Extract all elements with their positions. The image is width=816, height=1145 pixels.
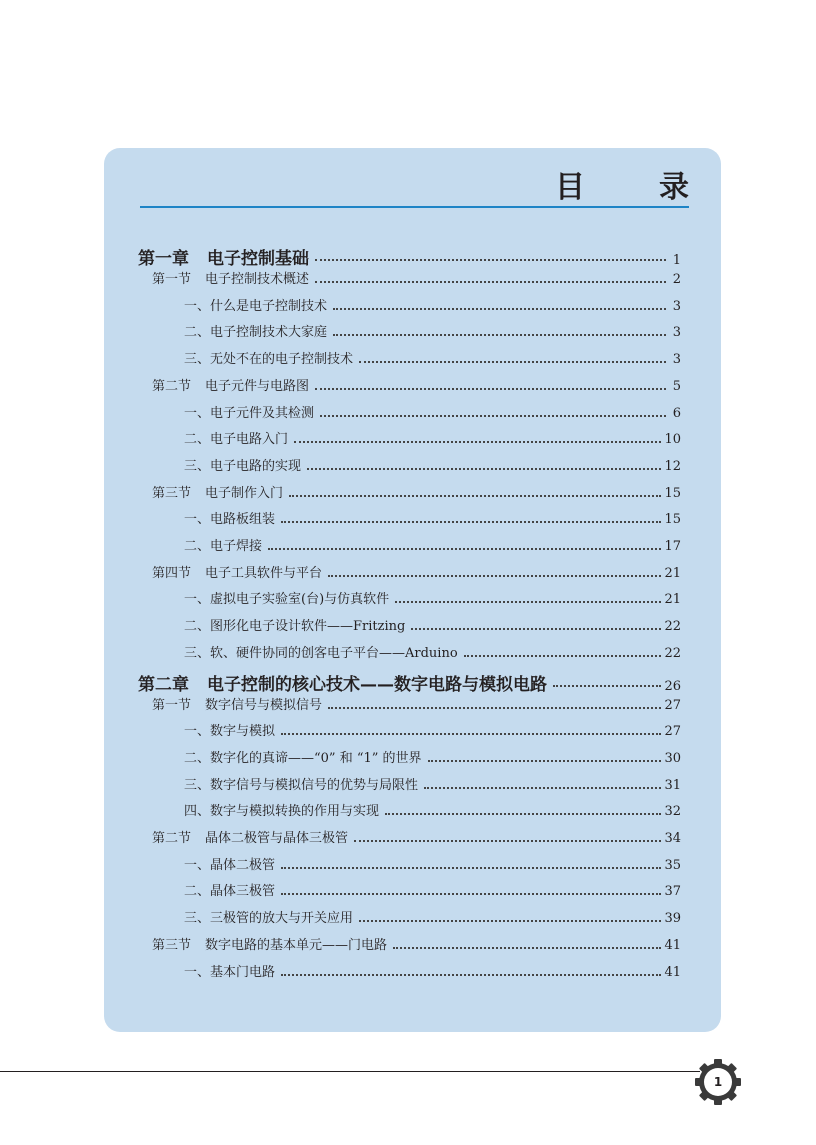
section-entry-page: 5 [672,378,681,394]
item-entry-page: 21 [664,592,681,608]
item-entry-label: 一、基本门电路 [184,964,276,980]
item-entry [184,535,681,555]
section-entry-number: 第一节 [152,697,192,713]
item-entry-label: 二、晶体三极管 [184,884,276,900]
item-entry [184,747,681,767]
section-entry [152,934,681,954]
item-entry-label: 二、电子焊接 [184,539,263,554]
item-entry [184,800,681,820]
section-entry [152,694,681,714]
dot-leader [428,760,662,762]
dot-leader [315,388,666,390]
item-entry-page: 15 [664,512,681,528]
dot-leader [385,813,661,815]
item-entry-page: 3 [672,352,681,368]
item-entry [184,615,681,635]
dot-leader [424,787,661,789]
section-entry-number: 第二节 [152,831,192,846]
item-entry-label: 三、电子电路的实现 [184,458,302,474]
section-entry-number: 第三节 [152,937,192,953]
section-entry [152,268,681,288]
chapter-entry [138,244,681,268]
dot-leader [333,334,666,336]
item-entry-page: 41 [664,964,681,980]
item-entry-page: 6 [672,405,681,421]
item-entry [184,295,681,315]
chapter-entry-number: 第二章 [138,674,189,695]
chapter-entry-label: 电子控制的核心技术——数字电路与模拟电路 [207,674,547,695]
title-divider [140,206,689,208]
section-entry-number: 第一节 [152,272,192,287]
item-entry [184,880,681,900]
dot-leader [281,733,661,735]
section-entry-page: 21 [664,565,681,581]
section-entry-label: 电子元件与电路图 [205,378,310,394]
section-entry-number: 第二节 [152,378,192,394]
dot-leader [315,281,666,283]
item-entry-label: 二、图形化电子设计软件——Fritzing [184,619,406,635]
footer-divider [0,1071,700,1072]
item-entry [184,428,681,448]
item-entry-label: 二、数字化的真谛——“0” 和 “1” 的世界 [184,750,422,766]
item-entry-page: 35 [664,857,681,873]
section-entry [152,827,681,847]
dot-leader [328,575,661,577]
item-entry [184,588,681,608]
item-entry-page: 32 [664,804,681,820]
item-entry [184,455,681,475]
chapter-entry [138,670,681,694]
item-entry [184,907,681,927]
item-entry [184,348,681,368]
dot-leader [281,974,661,976]
item-entry-label: 一、数字与模拟 [184,724,276,740]
item-entry [184,720,681,740]
dot-leader [333,308,666,310]
dot-leader [359,361,666,363]
item-entry-label: 一、晶体二极管 [184,857,276,873]
chapter-entry-page: 1 [672,253,681,268]
section-entry [152,375,681,395]
section-entry-label: 数字电路的基本单元——门电路 [205,937,388,953]
section-entry-page: 41 [664,937,681,953]
item-entry-page: 22 [664,645,681,661]
section-entry-label: 电子控制技术概述 [205,272,310,287]
item-entry-label: 一、虚拟电子实验室(台)与仿真软件 [184,592,390,608]
toc-panel [104,148,721,1032]
dot-leader [307,468,661,470]
item-entry-page: 3 [672,298,681,314]
section-entry-page: 27 [664,697,681,713]
dot-leader [395,601,661,603]
item-entry [184,642,681,662]
item-entry-label: 二、电子电路入门 [184,432,289,448]
dot-leader [294,441,661,443]
section-entry-page: 2 [672,272,681,287]
item-entry-page: 31 [664,777,681,793]
item-entry-page: 37 [664,884,681,900]
dot-leader [411,628,661,630]
chapter-entry-number: 第一章 [138,249,189,269]
section-entry [152,562,681,582]
item-entry-label: 三、数字信号与模拟信号的优势与局限性 [184,777,419,793]
section-entry [152,482,681,502]
item-entry-label: 三、无处不在的电子控制技术 [184,352,354,368]
item-entry-page: 39 [664,911,681,927]
item-entry-label: 二、电子控制技术大家庭 [184,325,328,341]
dot-leader [268,548,661,550]
item-entry-label: 四、数字与模拟转换的作用与实现 [184,804,380,820]
section-entry-number: 第三节 [152,485,192,501]
dot-leader [464,655,662,657]
page-number: 1 [713,1075,723,1089]
dot-leader [289,495,661,497]
item-entry [184,774,681,794]
dot-leader [553,685,661,687]
item-entry-page: 3 [672,325,681,341]
item-entry-page: 12 [664,458,681,474]
dot-leader [393,947,661,949]
item-entry-page: 30 [664,750,681,766]
dot-leader [281,867,661,869]
item-entry [184,854,681,874]
dot-leader [320,415,666,417]
item-entry [184,402,681,422]
toc-title: 目 录 [555,170,711,205]
section-entry-label: 电子制作入门 [205,485,284,501]
chapter-entry-label: 电子控制基础 [207,249,309,269]
dot-leader [315,259,666,261]
item-entry [184,961,681,981]
dot-leader [354,840,661,842]
item-entry [184,321,681,341]
item-entry-page: 27 [664,724,681,740]
dot-leader [359,920,661,922]
item-entry-label: 一、电路板组装 [184,512,276,528]
item-entry-page: 10 [664,432,681,448]
dot-leader [328,707,661,709]
section-entry-label: 电子工具软件与平台 [205,565,323,581]
item-entry-page: 17 [664,539,681,554]
section-entry-page: 34 [664,831,681,846]
section-entry-label: 数字信号与模拟信号 [205,697,323,713]
item-entry [184,508,681,528]
chapter-entry-page: 26 [664,678,681,694]
item-entry-label: 一、电子元件及其检测 [184,405,315,421]
dot-leader [281,893,661,895]
item-entry-label: 三、软、硬件协同的创客电子平台——Arduino [184,645,458,661]
item-entry-label: 一、什么是电子控制技术 [184,298,328,314]
dot-leader [281,521,661,523]
section-entry-page: 15 [664,485,681,501]
section-entry-number: 第四节 [152,565,192,581]
item-entry-page: 22 [664,619,681,635]
item-entry-label: 三、三极管的放大与开关应用 [184,911,354,927]
section-entry-label: 晶体二极管与晶体三极管 [205,831,349,846]
